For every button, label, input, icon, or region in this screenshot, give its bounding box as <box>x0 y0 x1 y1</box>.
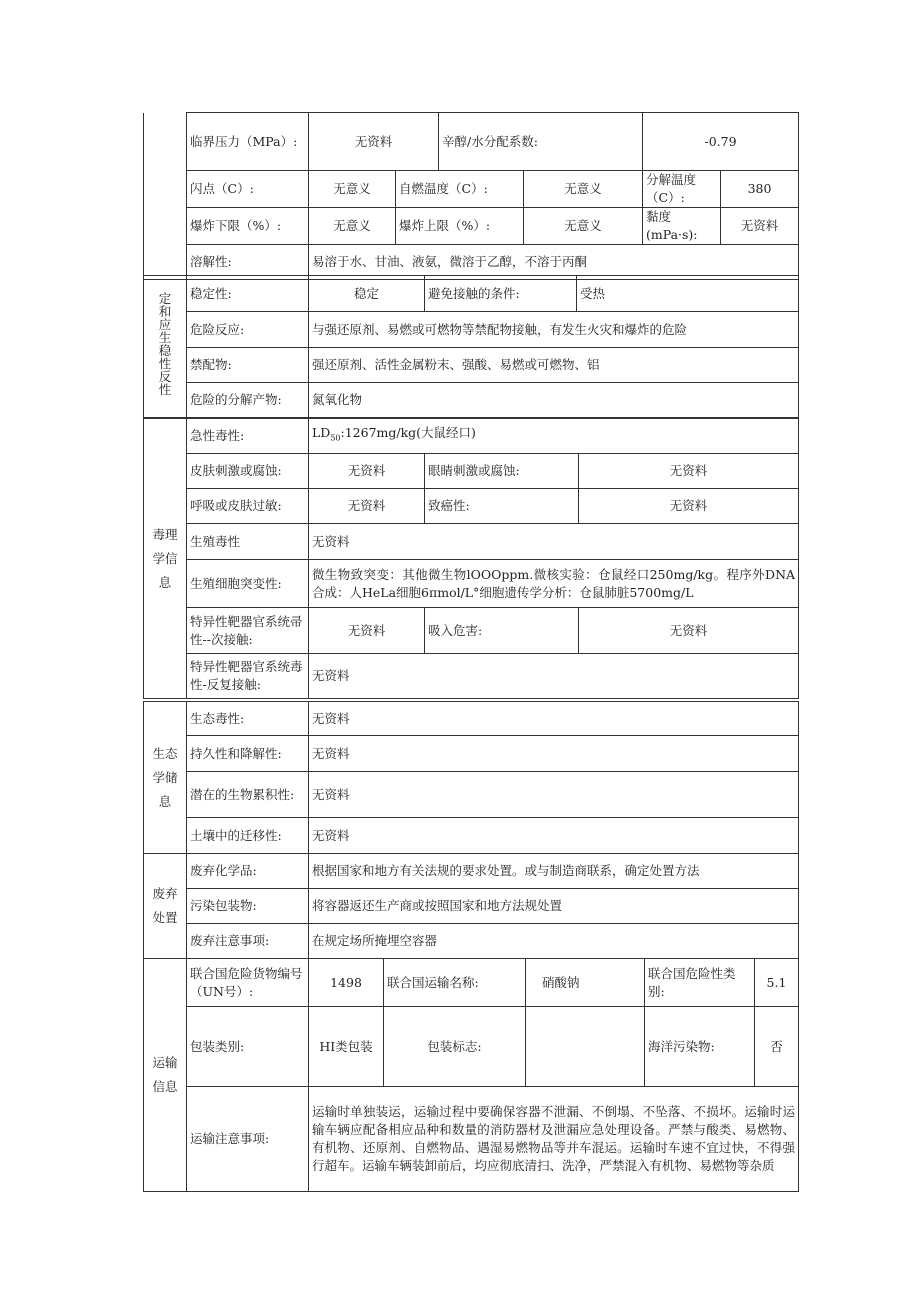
autoignition-value: 无意义 <box>524 171 643 208</box>
lel-value: 无意义 <box>309 208 396 245</box>
octanol-label: 辛醇/水分配系数: <box>439 113 643 171</box>
hazard-reaction-value: 与强还原剂、易燃或可燃物等禁配物接触，有发生火灾和爆炸的危险 <box>309 312 799 348</box>
reproductive-toxicity-label: 生殖毒性 <box>187 524 309 560</box>
stability-label: 稳定性: <box>187 276 309 312</box>
persistence-label: 持久性和降解性: <box>187 736 309 772</box>
avoid-conditions-label: 避免接触的条件: <box>425 276 577 312</box>
avoid-conditions-value: 受热 <box>577 276 799 312</box>
stot-single-value: 无资料 <box>309 608 425 654</box>
disposal-table <box>143 853 799 959</box>
uel-value: 无意义 <box>524 208 643 245</box>
soil-mobility-label: 土壤中的迁移性: <box>187 818 309 854</box>
carcinogenicity-label: 致癌性: <box>425 489 579 524</box>
acute-toxicity-value: $LD_{50}:1267mg/kg$(大鼠经口) <box>309 419 799 454</box>
waste-chemicals-label: 废弃化学品: <box>187 854 309 889</box>
un-class-label: 联合国危险性类别: <box>645 959 755 1007</box>
flash-point-value: 无意义 <box>309 171 396 208</box>
mutagenicity-value: 微生物致突变：其他微生物lOOOppm.微核实验：仓鼠经口250mg/kg。程序外DNA合成：人HeLa细胞6πmol/L°细胞遗传学分析：仓鼠肺脏5700mg/L <box>309 560 799 608</box>
decomp-temp-label: 分解温度（C）: <box>643 171 721 208</box>
viscosity-value: 无资料 <box>721 208 799 245</box>
disposal-notes-label: 废弃注意事项: <box>187 924 309 959</box>
stability-value: 稳定 <box>309 276 425 312</box>
carcinogenicity-value: 无资料 <box>579 489 799 524</box>
waste-chemicals-value: 根据国家和地方有关法规的要求处置。或与制造商联系，确定处置方法 <box>309 854 799 889</box>
autoignition-label: 自燃温度（C）: <box>396 171 524 208</box>
transport-precautions-value: 运输时单独装运，运输过程中要确保容器不泄漏、不倒塌、不坠落、不损坏。运输时运输车辆应配备相应品种和数量的消防器材及泄漏应急处理设备。严禁与酸类、易燃物、有机物、还原剂、自燃物品、遇湿易燃物品等并车混运。运输时车速不宜过快，不得强行超车。运输车辆装卸前后，均应彻底清扫、洗净，严禁混入有机物、易燃物等杂质 <box>309 1087 799 1192</box>
uel-label: 爆炸上限（%）: <box>396 208 524 245</box>
incompatible-value: 强还原剂、活性金属粉末、强酸、易燃或可燃物、铝 <box>309 348 799 383</box>
eye-irritation-value: 无资料 <box>579 454 799 489</box>
transport-precautions-label: 运输注意事项: <box>187 1087 309 1192</box>
acute-toxicity-label: 急性毒性: <box>187 419 309 454</box>
disposal-notes-value: 在规定场所掩埋空容器 <box>309 924 799 959</box>
incompatible-label: 禁配物: <box>187 348 309 383</box>
aspiration-label: 吸入危害: <box>425 608 579 654</box>
stability-table <box>143 275 799 418</box>
ecology-table <box>143 701 799 854</box>
un-class-value: 5.1 <box>755 959 799 1007</box>
transport-section-title: 运输 信息 <box>144 959 187 1192</box>
contaminated-packaging-value: 将容器返还生产商或按照国家和地方法规处置 <box>309 889 799 924</box>
ecotoxicity-label: 生态毒性: <box>187 702 309 736</box>
eye-irritation-label: 眼睛刺激或腐蚀: <box>425 454 579 489</box>
ecotoxicity-value: 无资料 <box>309 702 799 736</box>
stot-repeat-value: 无资料 <box>309 654 799 699</box>
disposal-section-title: 废弃 处置 <box>144 854 187 959</box>
decomp-temp-value: 380 <box>721 171 799 208</box>
package-mark-label: 包装标志: <box>384 1007 526 1087</box>
solubility-value: 易溶于水、甘油、液氨，微溶于乙醇，不溶于丙酮 <box>309 245 799 280</box>
persistence-value: 无资料 <box>309 736 799 772</box>
viscosity-label: 黏度(mPa·s): <box>643 208 721 245</box>
un-shipping-name-value: 硝酸钠 <box>526 959 645 1007</box>
un-number-label: 联合国危险货物编号（UN号）: <box>187 959 309 1007</box>
soil-mobility-value: 无资料 <box>309 818 799 854</box>
ecology-section-title: 生态 学储 息 <box>144 702 187 854</box>
toxicology-table <box>143 418 799 699</box>
critical-pressure-label: 临界压力（MPa）: <box>187 113 309 171</box>
bioaccumulation-label: 潜在的生物累积性: <box>187 772 309 818</box>
flash-point-label: 闪点（C）: <box>187 171 309 208</box>
mutagenicity-label: 生殖细胞突变性: <box>187 560 309 608</box>
decomp-products-label: 危险的分解产物: <box>187 383 309 418</box>
sensitization-value: 无资料 <box>309 489 425 524</box>
reproductive-toxicity-value: 无资料 <box>309 524 799 560</box>
physical-properties-table <box>143 112 799 280</box>
marine-pollutant-label: 海洋污染物: <box>645 1007 755 1087</box>
decomp-products-value: 氮氧化物 <box>309 383 799 418</box>
skin-irritation-value: 无资料 <box>309 454 425 489</box>
toxicology-section-title: 毒理 学信 息 <box>144 419 187 699</box>
section-cell-physical <box>144 113 187 280</box>
packing-group-label: 包装类别: <box>187 1007 309 1087</box>
octanol-value: -0.79 <box>643 113 799 171</box>
un-shipping-name-label: 联合国运输名称: <box>384 959 526 1007</box>
stot-repeat-label: 特异性靶器官系统毒性-反复接触: <box>187 654 309 699</box>
stability-section-title: 定和应生稳性反性 <box>144 276 187 418</box>
solubility-label: 溶解性: <box>187 245 309 280</box>
hazard-reaction-label: 危险反应: <box>187 312 309 348</box>
bioaccumulation-value: 无资料 <box>309 772 799 818</box>
stot-single-label: 特异性靶器官系统帚性--次接触: <box>187 608 309 654</box>
lel-label: 爆炸下限（%）: <box>187 208 309 245</box>
critical-pressure-value: 无资料 <box>309 113 439 171</box>
sensitization-label: 呼吸或皮肤过敏: <box>187 489 309 524</box>
transport-table <box>143 958 799 1192</box>
packing-group-value: HI类包装 <box>309 1007 384 1087</box>
package-mark-value <box>526 1007 645 1087</box>
skin-irritation-label: 皮肤刺激或腐蚀: <box>187 454 309 489</box>
contaminated-packaging-label: 污染包装物: <box>187 889 309 924</box>
aspiration-value: 无资料 <box>579 608 799 654</box>
marine-pollutant-value: 否 <box>755 1007 799 1087</box>
un-number-value: 1498 <box>309 959 384 1007</box>
